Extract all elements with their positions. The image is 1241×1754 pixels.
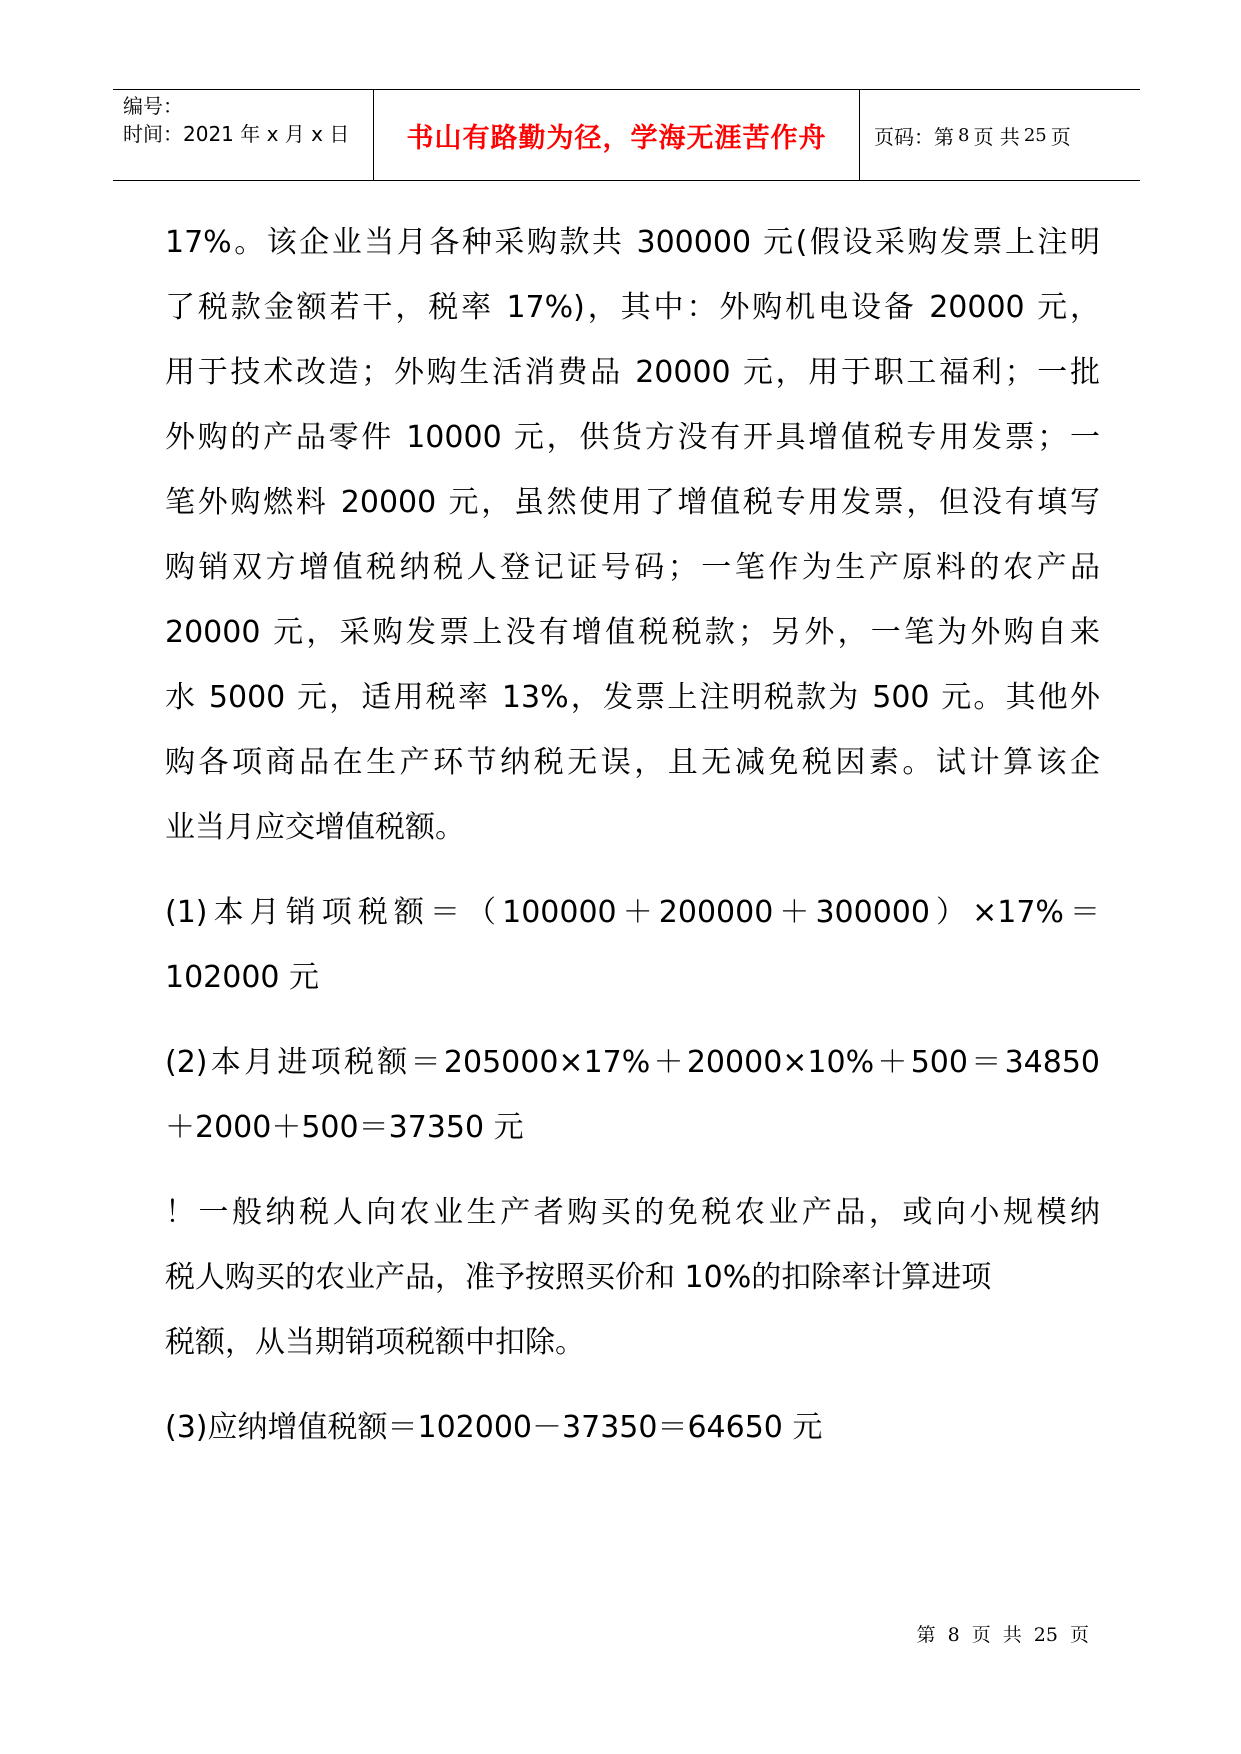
header-motto-cell (374, 90, 860, 180)
text-line: ！一般纳税人向农业生产者购买的免税农业产品，或向小规模纳 (165, 1195, 1100, 1230)
text-line: 102000 元 (165, 960, 320, 995)
page-footer: 第 8 页 共 25 页 (916, 1624, 1089, 1646)
text-line: 笔外购燃料 20000 元，虽然使用了增值税专用发票，但没有填写 (165, 485, 1100, 520)
text-line: ＋2000＋500＝37350 元 (165, 1110, 524, 1145)
text-line: 税人购买的农业产品，准予按照买价和 10%的扣除率计算进项 (165, 1260, 992, 1295)
text-line: 外购的产品零件 10000 元，供货方没有开具增值税专用发票；一 (165, 420, 1100, 455)
serial-label: 编号： (123, 94, 183, 118)
page-total: 25 (1023, 124, 1047, 146)
page-suffix: 页 (1050, 124, 1071, 149)
text-line: (3)应纳增值税额＝102000－37350＝64650 元 (165, 1410, 823, 1445)
header-page-info (860, 90, 1140, 180)
text-line: 17%。该企业当月各种采购款共 300000 元(假设采购发票上注明 (165, 225, 1100, 260)
time-text: 时间：2021 年 x 月 x 日 (123, 122, 350, 146)
text-line: 用于技术改造；外购生活消费品 20000 元，用于职工福利；一批 (165, 355, 1100, 390)
text-line: 业当月应交增值税额。 (165, 810, 465, 845)
text-line: 水 5000 元，适用税率 13%，发票上注明税款为 500 元。其他外 (165, 680, 1100, 715)
note-paragraph (165, 1180, 1100, 1375)
document-body (165, 210, 1100, 1480)
text-line: (2)本月进项税额＝205000×17%＋20000×10%＋500＝34850 (165, 1045, 1100, 1080)
text-line: 购销双方增值税纳税人登记证号码；一笔作为生产原料的农产品 (165, 550, 1100, 585)
page-prefix: 页码：第 (874, 124, 954, 149)
problem-paragraph (165, 210, 1100, 860)
text-line: 了税款金额若干，税率 17%)，其中：外购机电设备 20000 元， (165, 290, 1100, 325)
header-motto: 书山有路勤为径，学海无涯苦作舟 (406, 122, 827, 154)
page-current: 8 (958, 124, 970, 146)
page-header (113, 89, 1140, 181)
step-3-paragraph (165, 1395, 1100, 1460)
text-line: 20000 元，采购发票上没有增值税税款；另外，一笔为外购自来 (165, 615, 1100, 650)
text-line: 税额，从当期销项税额中扣除。 (165, 1325, 585, 1360)
header-meta (113, 90, 374, 180)
text-line: (1)本月销项税额＝（100000＋200000＋300000）×17%＝ (165, 895, 1100, 930)
step-2-paragraph (165, 1030, 1100, 1160)
text-line: 购各项商品在生产环节纳税无误，且无减免税因素。试计算该企 (165, 745, 1100, 780)
step-1-paragraph (165, 880, 1100, 1010)
page-mid: 页 共 (973, 124, 1020, 149)
